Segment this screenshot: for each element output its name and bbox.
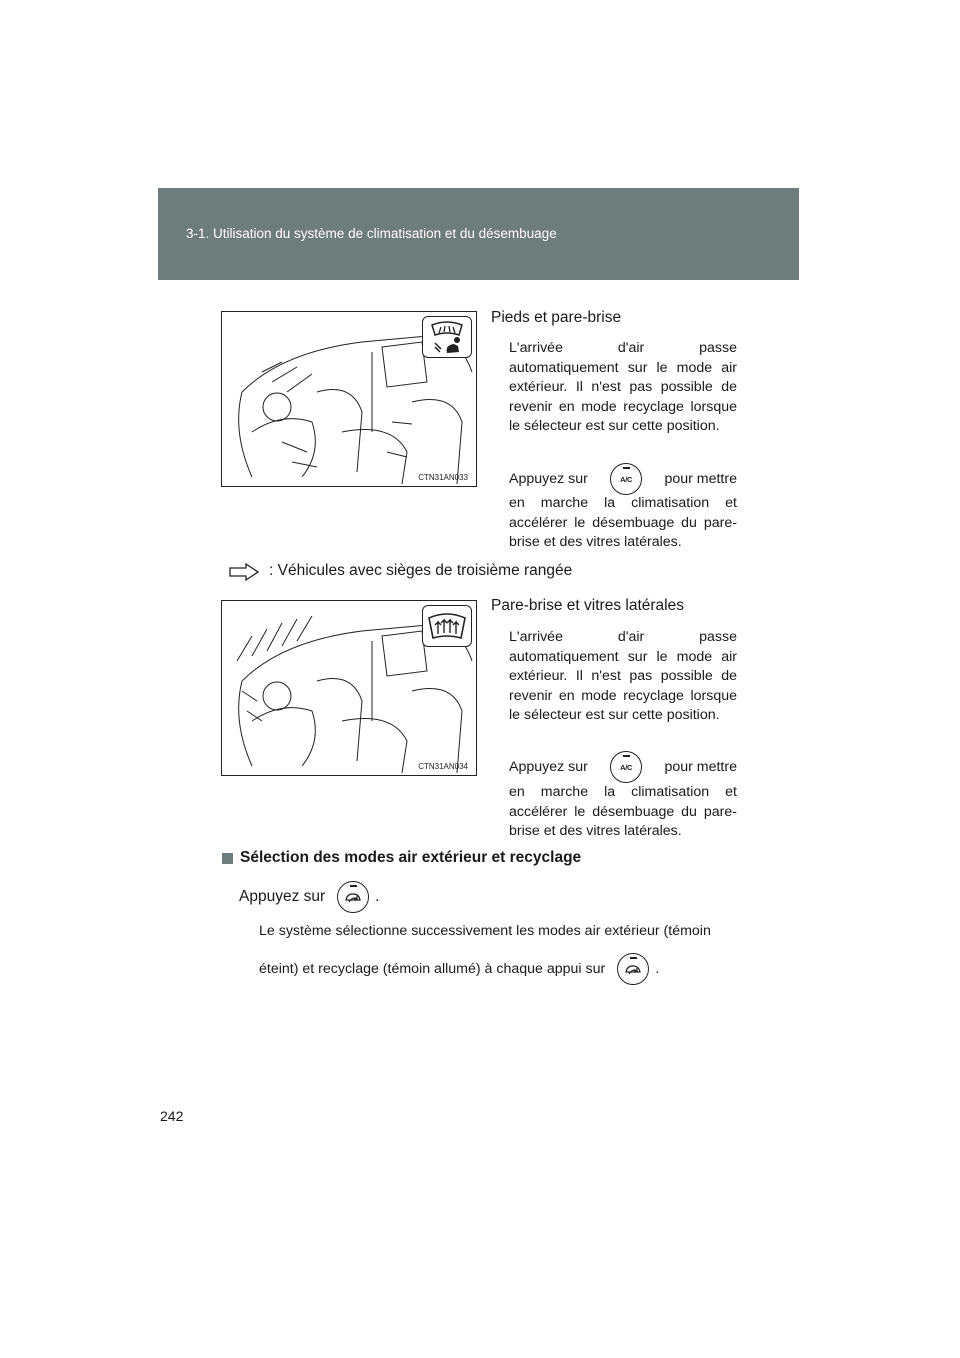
figure-code: CTN31AN034 xyxy=(418,762,468,771)
figure-code: CTN31AN033 xyxy=(418,473,468,482)
section-bullet xyxy=(222,853,233,864)
press-prefix: Appuyez sur xyxy=(239,888,326,905)
arrow-right-icon xyxy=(229,563,259,581)
recirc-press-row xyxy=(239,881,379,913)
recirculation-button-icon xyxy=(337,881,369,913)
figure-windshield-side xyxy=(221,600,477,776)
block2-title: Pare-brise et vitres latérales xyxy=(491,597,684,614)
block2-paragraph: L'arrivée d'air passe automatiquement sur le mode air extérieur. Il n'est pas possible de revenir en mode recyclage lorsque le sélecteur est sur cette position. xyxy=(509,629,737,723)
press-suffix: . xyxy=(375,888,380,905)
page-number: 242 xyxy=(160,1108,184,1124)
floor-windshield-mode-icon xyxy=(422,316,472,358)
recirc-text-suffix: . xyxy=(655,961,660,977)
section-header xyxy=(158,188,799,280)
third-row-note: : Véhicules avec sièges de troisième rangée xyxy=(269,562,573,579)
press-suffix: pour mettre xyxy=(664,471,737,487)
recirc-text-prefix: éteint) et recyclage (témoin allumé) à chaque appui sur xyxy=(259,961,606,977)
ac-button-icon: A/C xyxy=(610,463,642,495)
block1-press-row xyxy=(509,463,737,495)
windshield-defog-mode-icon xyxy=(422,605,472,647)
recirc-heading: Sélection des modes air extérieur et recyclage xyxy=(240,849,582,866)
recirc-text-line2 xyxy=(259,953,659,985)
ac-button-icon: A/C xyxy=(610,751,642,783)
figure-floor-windshield xyxy=(221,311,477,487)
recirculation-button-icon xyxy=(617,953,649,985)
block1-title: Pieds et pare-brise xyxy=(491,309,622,326)
press-prefix: Appuyez sur xyxy=(509,759,588,775)
block2-press-row xyxy=(509,751,737,783)
block1-continuation: en marche la climatisation et accélérer le désembuage du pare-brise et des vitres latérales. xyxy=(509,495,737,550)
section-title: 3-1. Utilisation du système de climatisation et du désembuage xyxy=(186,226,557,241)
press-prefix: Appuyez sur xyxy=(509,471,588,487)
block2-continuation: en marche la climatisation et accélérer le désembuage du pare-brise et des vitres latérales. xyxy=(509,784,737,839)
block1-paragraph: L'arrivée d'air passe automatiquement sur le mode air extérieur. Il n'est pas possible de revenir en mode recyclage lorsque le sélecteur est sur cette position. xyxy=(509,340,737,434)
recirc-text-line1: Le système sélectionne successivement les modes air extérieur (témoin xyxy=(259,923,711,939)
press-suffix: pour mettre xyxy=(664,759,737,775)
